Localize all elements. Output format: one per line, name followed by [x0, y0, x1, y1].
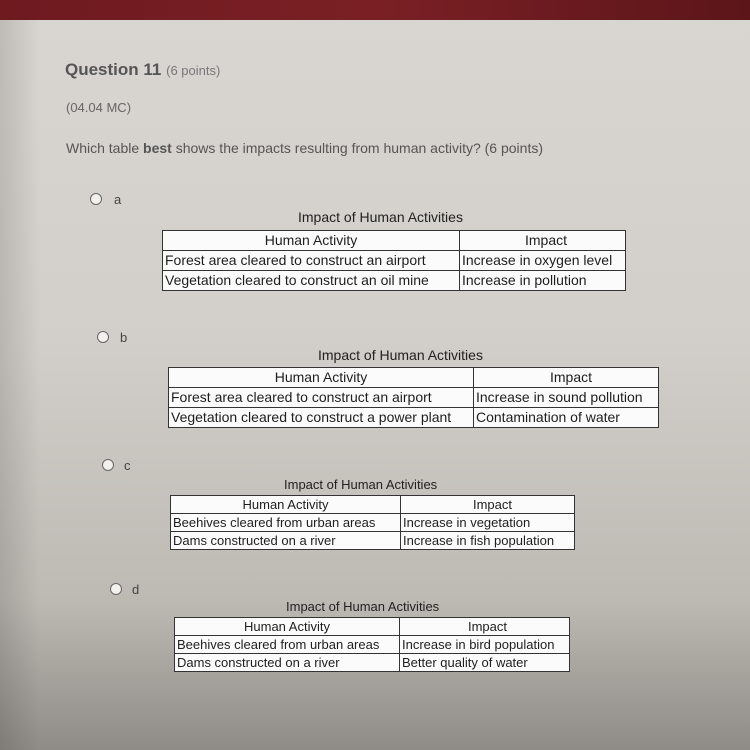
cell-impact: Contamination of water	[474, 408, 659, 428]
prompt-text-end: shows the impacts resulting from human activity? (6 points)	[171, 140, 543, 156]
option-c-table-title: Impact of Human Activities	[284, 477, 438, 492]
table-row	[163, 271, 626, 291]
header-impact: Impact	[460, 231, 626, 251]
header-impact: Impact	[401, 496, 575, 514]
option-c-letter[interactable]: c	[124, 458, 131, 473]
cell-impact: Increase in oxygen level	[460, 251, 626, 271]
option-a-radio[interactable]	[90, 193, 102, 205]
option-c-table	[170, 495, 575, 550]
cell-impact: Better quality of water	[400, 654, 570, 672]
question-title	[65, 60, 220, 80]
cell-impact: Increase in bird population	[400, 636, 570, 654]
option-a-letter[interactable]: a	[114, 192, 122, 207]
screen-shade	[0, 20, 40, 750]
header-human-activity: Human Activity	[169, 368, 474, 388]
cell-activity: Dams constructed on a river	[171, 532, 401, 550]
prompt-text-start: Which table	[66, 140, 144, 156]
cell-activity: Forest area cleared to construct an airport	[163, 251, 460, 271]
cell-impact: Increase in sound pollution	[474, 388, 659, 408]
table-row	[163, 251, 626, 271]
table-header-row	[163, 231, 626, 251]
question-points: (6 points)	[166, 63, 221, 78]
option-b-table-title: Impact of Human Activities	[318, 347, 483, 363]
browser-top-bar	[0, 0, 750, 20]
table-row	[169, 388, 659, 408]
table-header-row	[171, 496, 575, 514]
table-row	[175, 654, 570, 672]
cell-activity: Forest area cleared to construct an airport	[169, 388, 474, 408]
cell-activity: Beehives cleared from urban areas	[171, 514, 401, 532]
cell-activity: Dams constructed on a river	[175, 654, 400, 672]
cell-impact: Increase in fish population	[401, 532, 575, 550]
option-d-table-title: Impact of Human Activities	[286, 599, 440, 614]
question-number: Question 11	[65, 60, 162, 79]
option-c-radio[interactable]	[102, 459, 114, 471]
option-d-radio[interactable]	[110, 583, 122, 595]
prompt-bold-word: best	[143, 140, 172, 156]
option-d-letter[interactable]: d	[132, 582, 140, 597]
table-header-row	[169, 368, 659, 388]
cell-impact: Increase in vegetation	[401, 514, 575, 532]
header-impact: Impact	[400, 618, 570, 636]
option-d-table	[174, 617, 570, 672]
option-a-table-title: Impact of Human Activities	[298, 209, 463, 225]
option-b-radio[interactable]	[97, 331, 109, 343]
table-row	[171, 514, 575, 532]
table-header-row	[175, 618, 570, 636]
cell-impact: Increase in pollution	[460, 271, 626, 291]
option-b-letter[interactable]: b	[120, 330, 128, 345]
header-impact: Impact	[474, 368, 659, 388]
option-a-table	[162, 230, 626, 291]
cell-activity: Vegetation cleared to construct an oil mine	[163, 271, 460, 291]
cell-activity: Beehives cleared from urban areas	[175, 636, 400, 654]
option-b-table	[168, 367, 659, 428]
table-row	[175, 636, 570, 654]
header-human-activity: Human Activity	[175, 618, 400, 636]
header-human-activity: Human Activity	[163, 231, 460, 251]
question-prompt	[66, 140, 543, 156]
question-code: (04.04 MC)	[66, 100, 132, 115]
header-human-activity: Human Activity	[171, 496, 401, 514]
table-row	[169, 408, 659, 428]
cell-activity: Vegetation cleared to construct a power plant	[169, 408, 474, 428]
table-row	[171, 532, 575, 550]
